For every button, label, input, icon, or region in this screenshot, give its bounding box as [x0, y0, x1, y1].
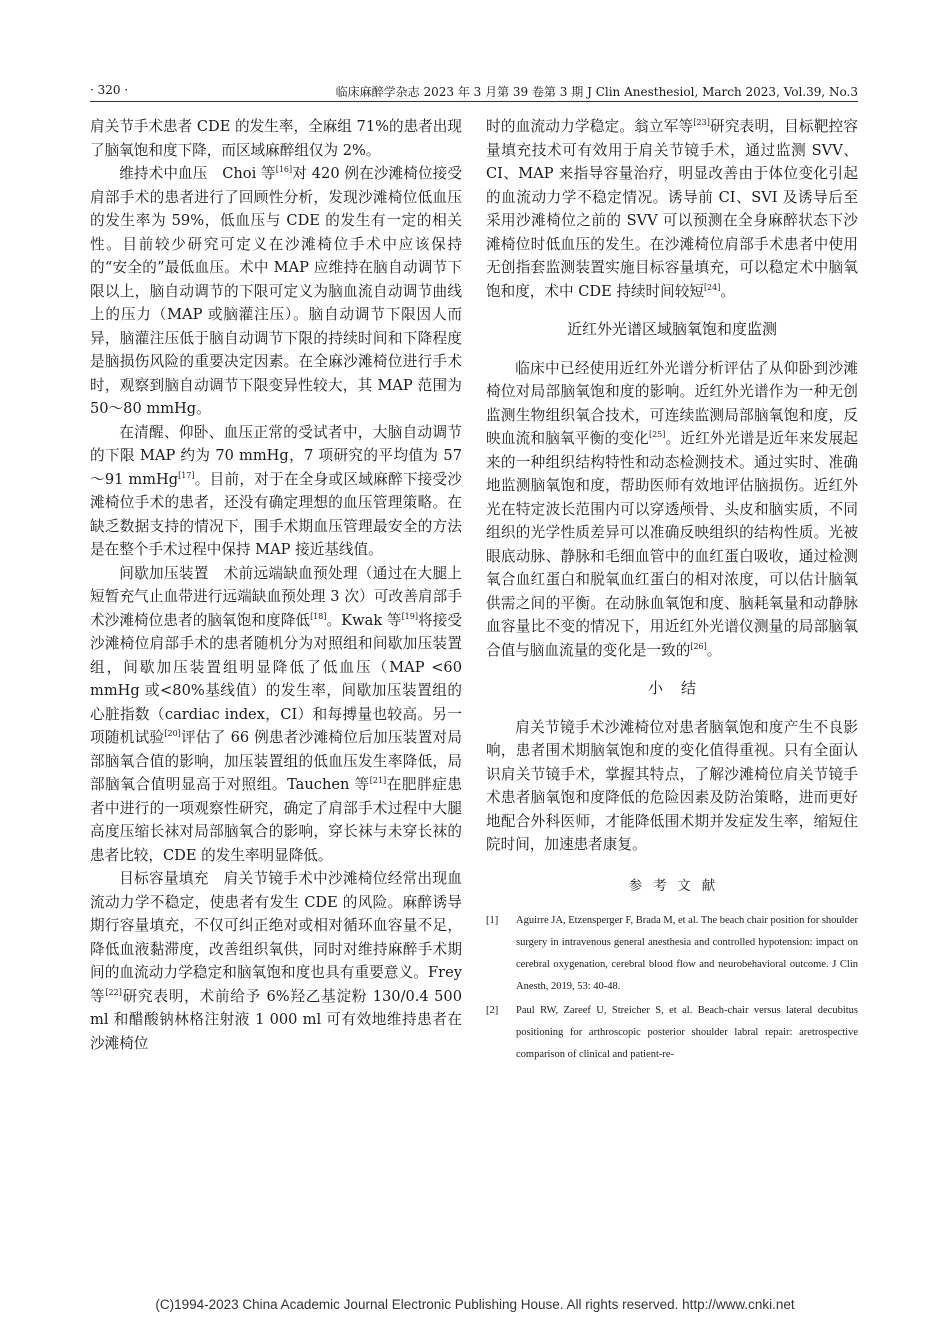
paragraph-nirs: 临床中已经使用近红外光谱分析评估了从仰卧到沙滩椅位对局部脑氧饱和度的影响。近红外光谱作为一种无创监测生物组织氧合技术，可连续监测局部脑氧饱和度，反映血流和脑氧平衡的变化[25]。近红外光谱是近年来发展起来的一种组织结构特性和动态检测技术。通过实时、准确地监测脑氧饱和度，帮助医师有效地评估脑损伤。近红外光在特定波长范围内可以穿透颅骨、头皮和脑实质，不同组织的光学性质差异可以准确反映组织的结构性质。光被眼底动脉、静脉和毛细血管中的血红蛋白吸收，通过检测氧合血红蛋白和脱氧血红蛋白的相对浓度，可以估计脑氧供需之间的平衡。在动脉血氧饱和度、脑耗氧量和动静脉血容量比不变的情况下，用近红外光谱仪测量的局部脑氧合值与脑血流量的变化是一致的[26]。: [486, 359, 858, 659]
citation[interactable]: [23]: [693, 118, 710, 128]
paragraph: 时的血流动力学稳定。翁立军等[23]研究表明，目标靶控容量填充技术可有效用于肩关节镜手术，通过监测 SVV、CI、MAP 来指导容量治疗，明显改善由于体位变化引起的血流动力学不稳定情况。诱导前 CI、SVI 及诱导后至采用沙滩椅位之前的 SVV 可以预测在全身麻醉状态下沙滩椅位时低血压的发生。在沙滩椅位肩部手术患者中使用无创指套监测装置实施目标容量填充，可以稳定术中脑氧饱和度，术中 CDE 持续时间较短[24]。: [486, 118, 858, 300]
citation[interactable]: [25]: [648, 430, 666, 440]
right-column: [486, 115, 858, 1068]
citation[interactable]: [19]: [401, 611, 418, 621]
copyright-footer: (C)1994-2023 China Academic Journal Electronic Publishing House. All rights reserved. http://www.cnki.net: [155, 1297, 795, 1312]
paragraph: 肩关节手术患者 CDE 的发生率，全麻组 71%的患者出现了脑氧饱和度下降，而区域麻醉组仅为 2%。: [90, 118, 462, 159]
left-column: [90, 115, 462, 1055]
paragraph-volume-filling: 目标容量填充 肩关节镜手术中沙滩椅位经常出现血流动力学不稳定，使患者有发生 CDE 的风险。麻醉诱导期行容量填充，不仅可纠正绝对或相对循环血容量不足，降低血液黏滞度，改善组织氧供，同时对维持麻醉手术期间的血流动力学稳定和脑氧饱和度也具有重要意义。Frey 等[22]研究表明，术前给予 6%羟乙基淀粉 130/0.4 500 ml 和醋酸钠林格注射液 1 000 ml 可有效地维持患者在沙滩椅位: [90, 870, 462, 1052]
paragraph-compression-device: 间歇加压装置 术前远端缺血预处理（通过在大腿上短暂充气止血带进行远端缺血预处理 3 次）可改善肩部手术沙滩椅位患者的脑氧饱和度降低[18]。Kwak 等[19]将接受沙滩椅位肩部手术的患者随机分为对照组和间歇加压装置组，间歇加压装置组明显降低了低血压（MAP <60 mmHg 或<80%基线值）的发生率，间歇加压装置组的心脏指数（cardiac index，CI）和每搏量也较高。另一项随机试验[20]评估了 66 例患者沙滩椅位后加压装置对局部脑氧合值的影响，加压装置组的低血压发生率降低，局部脑氧合值明显高于对照组。Tauchen 等[21]在肥胖症患者中进行的一项观察性研究，确定了肩部手术过程中大腿高度压缩长袜对局部脑氧合的影响，穿长袜与未穿长袜的患者比较，CDE 的发生率明显降低。: [90, 564, 462, 864]
citation[interactable]: [18]: [310, 611, 327, 621]
page-number: · 320 ·: [90, 83, 129, 97]
citation[interactable]: [22]: [105, 987, 122, 997]
citation[interactable]: [21]: [369, 776, 387, 786]
paragraph-blood-pressure: 维持术中血压 Choi 等[16]对 420 例在沙滩椅位接受肩部手术的患者进行了回顾性分析，发现沙滩椅位低血压的发生率为 59%，低血压与 CDE 的发生有一定的相关性。目前较少研究可定义在沙滩椅位手术中应该保持的“安全的”最低血压。术中 MAP 应维持在脑自动调节下限以上，脑自动调节的下限可定义为脑血流自动调节曲线上的压力（MAP 或脑灌注压）。脑自动调节下限因人而异，脑灌注压低于脑自动调节下限的持续时间和下降程度是脑损伤风险的重要决定因素。在全麻沙滩椅位进行手术时，观察到脑自动调节下限变异性较大，其 MAP 范围为 50～80 mmHg。: [90, 165, 462, 417]
citation[interactable]: [20]: [164, 729, 181, 739]
page-header: [0, 79, 950, 103]
citation[interactable]: [26]: [690, 641, 707, 651]
reference-number: [2]: [486, 1005, 499, 1016]
references-title: 参考文献: [628, 877, 726, 894]
reference-text: Aguirre JA, Etzensperger F, Brada M, et al. The beach chair position for shoulder surgery in intravenous general anesthesia and controlled hypotension: impact on cerebral oxygenation, cerebral blood flow and neurobehavioral outcome. J Clin Anesth, 2019, 53: 40-48.: [516, 915, 858, 992]
section-title-summary: 小结: [647, 679, 714, 697]
reference-item: [486, 1000, 858, 1066]
citation[interactable]: [24]: [703, 282, 721, 292]
journal-info: 临床麻醉学杂志 2023 年 3 月第 39 卷第 3 期 J Clin Anesthesiol, March 2023, Vol.39, No.3: [335, 85, 858, 99]
paragraph-summary: 肩关节镜手术沙滩椅位对患者脑氧饱和度产生不良影响，患者围术期脑氧饱和度的变化值得重视。只有全面认识肩关节镜手术，掌握其特点，了解沙滩椅位肩关节镜手术患者脑氧饱和度降低的危险因素及防治策略，进而更好地配合外科医师，才能降低围术期并发症发生率，缩短住院时间，加速患者康复。: [486, 718, 858, 853]
citation[interactable]: [16]: [275, 165, 293, 175]
paragraph: 在清醒、仰卧、血压正常的受试者中，大脑自动调节的下限 MAP 约为 70 mmHg，7 项研究的平均值为 57～91 mmHg[17]。目前，对于在全身或区域麻醉下接受沙滩椅位手术的患者，还没有确定理想的血压管理策略。在缺乏数据支持的情况下，围手术期血压管理最安全的方法是在整个手术过程中保持 MAP 接近基线值。: [90, 423, 462, 558]
reference-text: Paul RW, Zareef U, Streicher S, et al. Beach-chair versus lateral decubitus positioning for arthroscopic posterior shoulder labral repair: aretrospective comparison of clinical and patient-re-: [516, 1005, 858, 1060]
reference-number: [1]: [486, 915, 499, 926]
section-title-nirs: 近红外光谱区域脑氧饱和度监测: [566, 320, 777, 338]
citation[interactable]: [17]: [178, 470, 195, 480]
reference-item: [486, 910, 858, 998]
references-list: [486, 910, 858, 1066]
header-rule: [90, 101, 858, 102]
